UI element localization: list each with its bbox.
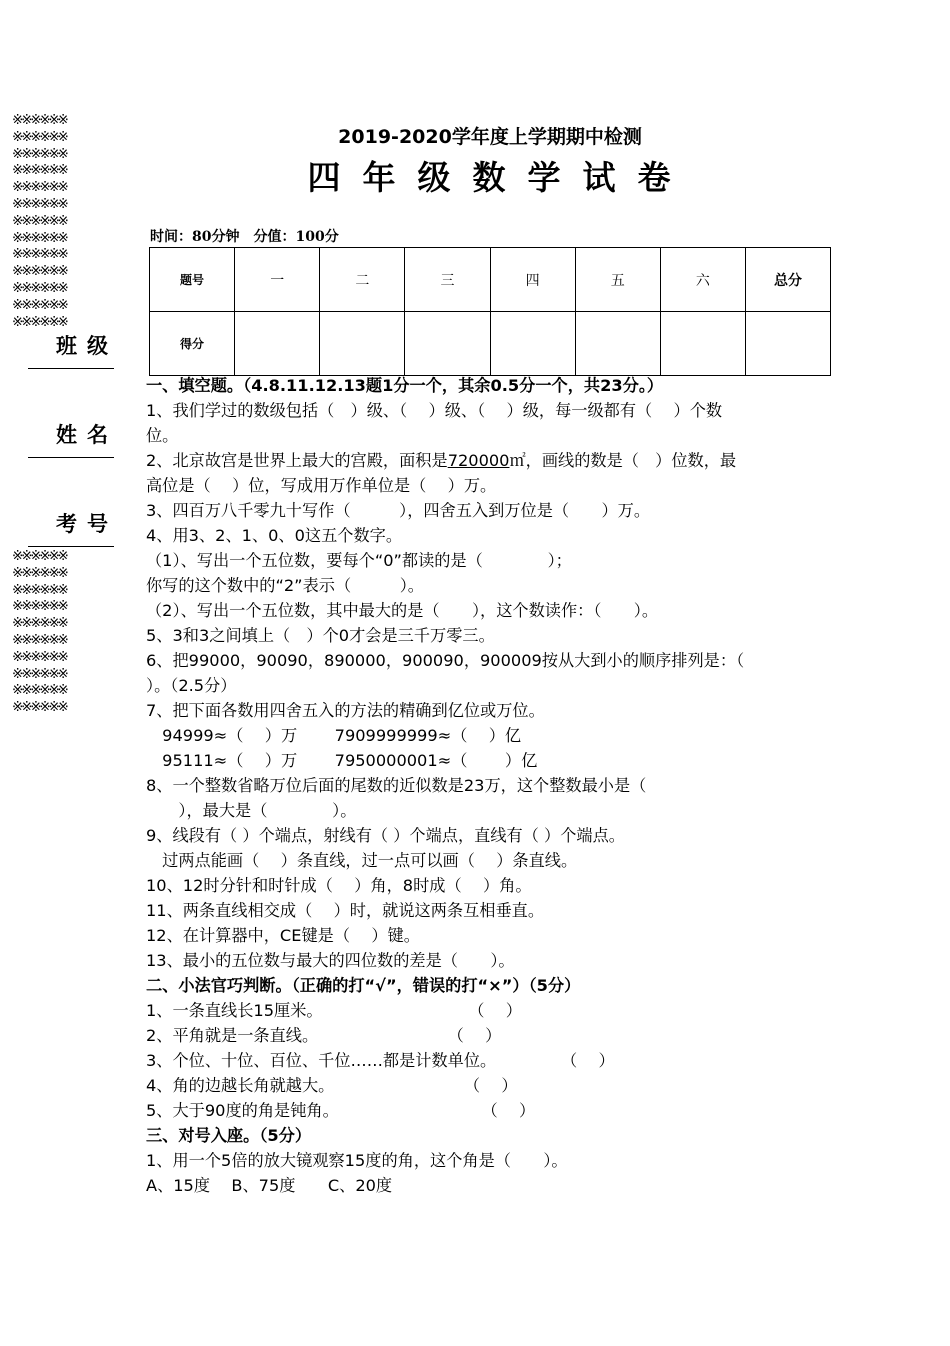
score-header-cell: 五 <box>575 248 660 312</box>
score-cell[interactable] <box>235 312 320 376</box>
exam-title: 四年级数学试卷 <box>307 158 693 197</box>
exam-meta: 时间：80分钟 分值：100分 <box>150 229 339 245</box>
question-line: 位。 <box>146 426 179 445</box>
section-heading: 一、填空题。（4.8.11.12.13题1分一个，其余0.5分一个，共23分。） <box>146 376 664 395</box>
question-text: ㎡，画线的数是（ ）位数，最 <box>509 451 737 470</box>
section-heading: 二、小法官巧判断。（正确的打“√”，错误的打“×”）（5分） <box>146 976 581 995</box>
score-table-score-row <box>150 312 831 376</box>
question-line: 10、12时分针和时针成（ ）角，8时成（ ）角。 <box>146 876 532 895</box>
question-line: 2、平角就是一条直线。 （ ） <box>146 1026 502 1045</box>
score-cell[interactable] <box>745 312 830 376</box>
question-line: ）。（2.5分） <box>146 676 237 695</box>
question-line: 5、大于90度的角是钝角。 （ ） <box>146 1101 536 1120</box>
question-line: 13、最小的五位数与最大的四位数的差是（ ）。 <box>146 951 515 970</box>
score-cell[interactable] <box>660 312 745 376</box>
question-line: 9、线段有（ ）个端点，射线有（ ）个端点，直线有（ ）个端点。 <box>146 826 625 845</box>
underlined-number: 720000 <box>447 451 510 470</box>
score-header-cell: 三 <box>405 248 490 312</box>
class-line <box>28 368 114 369</box>
question-line: 6、把99000，90090，890000，900090，900009按从大到小的顺序排列是：（ <box>146 651 745 670</box>
exam-id-line <box>28 546 114 547</box>
question-line: 7、把下面各数用四舍五入的方法的精确到亿位或万位。 <box>146 701 545 720</box>
question-line: 3、个位、十位、百位、千位……都是计数单位。 （ ） <box>146 1051 615 1070</box>
question-line: 你写的这个数中的“2”表示（ ）。 <box>146 576 424 595</box>
question-body <box>146 373 846 1198</box>
score-cell[interactable] <box>320 312 405 376</box>
question-line: 1、我们学过的数级包括（ ）级、（ ）级、（ ）级，每一级都有（ ）个数 <box>146 401 723 420</box>
score-cell[interactable] <box>490 312 575 376</box>
score-header-cell: 题号 <box>150 248 235 312</box>
question-line: 1、用一个5倍的放大镜观察15度的角，这个角是（ ）。 <box>146 1151 568 1170</box>
section-heading: 三、对号入座。（5分） <box>146 1126 312 1145</box>
question-line: （1）、写出一个五位数，要每个“0”都读的是（ ）； <box>146 551 572 570</box>
score-row-label: 得分 <box>150 312 235 376</box>
question-line: 12、在计算器中，CE键是（ ）键。 <box>146 926 420 945</box>
question-line: （2）、写出一个五位数，其中最大的是（ ），这个数读作：（ ）。 <box>146 601 659 620</box>
question-line: ），最大是（ ）。 <box>146 801 357 820</box>
question-line: 11、两条直线相交成（ ）时，就说这两条互相垂直。 <box>146 901 545 920</box>
question-line: 4、角的边越长角就越大。 （ ） <box>146 1076 518 1095</box>
name-line <box>28 457 114 458</box>
question-line: 3、四百万八千零九十写作（ ），四舍五入到万位是（ ）万。 <box>146 501 651 520</box>
question-line <box>146 448 846 473</box>
decorative-pattern-bottom: ※※※※※※ ※※※※※※ ※※※※※※ ※※※※※※ ※※※※※※ ※※※※※※ ※※※※※※ ※※※※※※ ※※※※※※ ※※※※※※ <box>12 548 67 716</box>
score-cell[interactable] <box>405 312 490 376</box>
score-header-cell: 一 <box>235 248 320 312</box>
exam-subtitle: 2019-2020学年度上学期期中检测 <box>338 126 642 148</box>
exam-id-label: 考号 <box>56 511 118 536</box>
question-line: 8、一个整数省略万位后面的尾数的近似数是23万，这个整数最小是（ <box>146 776 647 795</box>
score-header-cell: 六 <box>660 248 745 312</box>
class-label: 班级 <box>56 333 118 358</box>
question-line: 95111≈（ ）万 7950000001≈（ ）亿 <box>146 751 538 770</box>
score-header-cell: 二 <box>320 248 405 312</box>
score-table-header-row <box>150 248 831 312</box>
score-cell[interactable] <box>575 312 660 376</box>
question-text: 2、北京故宫是世界上最大的宫殿，面积是 <box>146 451 448 470</box>
question-line: A、15度 B、75度 C、20度 <box>146 1176 393 1195</box>
score-table <box>149 247 831 376</box>
question-line: 5、3和3之间填上（ ）个0才会是三千万零三。 <box>146 626 495 645</box>
score-header-cell: 四 <box>490 248 575 312</box>
question-line: 4、用3、2、1、0、0这五个数字。 <box>146 526 403 545</box>
decorative-pattern-top: ※※※※※※ ※※※※※※ ※※※※※※ ※※※※※※ ※※※※※※ ※※※※※※ ※※※※※※ ※※※※※※ ※※※※※※ ※※※※※※ ※※※※※※ ※※※※※※ ※※※※※※ <box>12 112 67 328</box>
question-line: 过两点能画（ ）条直线，过一点可以画（ ）条直线。 <box>146 851 578 870</box>
question-line: 94999≈（ ）万 7909999999≈（ ）亿 <box>146 726 522 745</box>
question-line: 高位是（ ）位，写成用万作单位是（ ）万。 <box>146 476 497 495</box>
score-header-cell: 总分 <box>745 248 830 312</box>
name-label: 姓名 <box>56 422 118 447</box>
question-line: 1、一条直线长15厘米。 （ ） <box>146 1001 522 1020</box>
